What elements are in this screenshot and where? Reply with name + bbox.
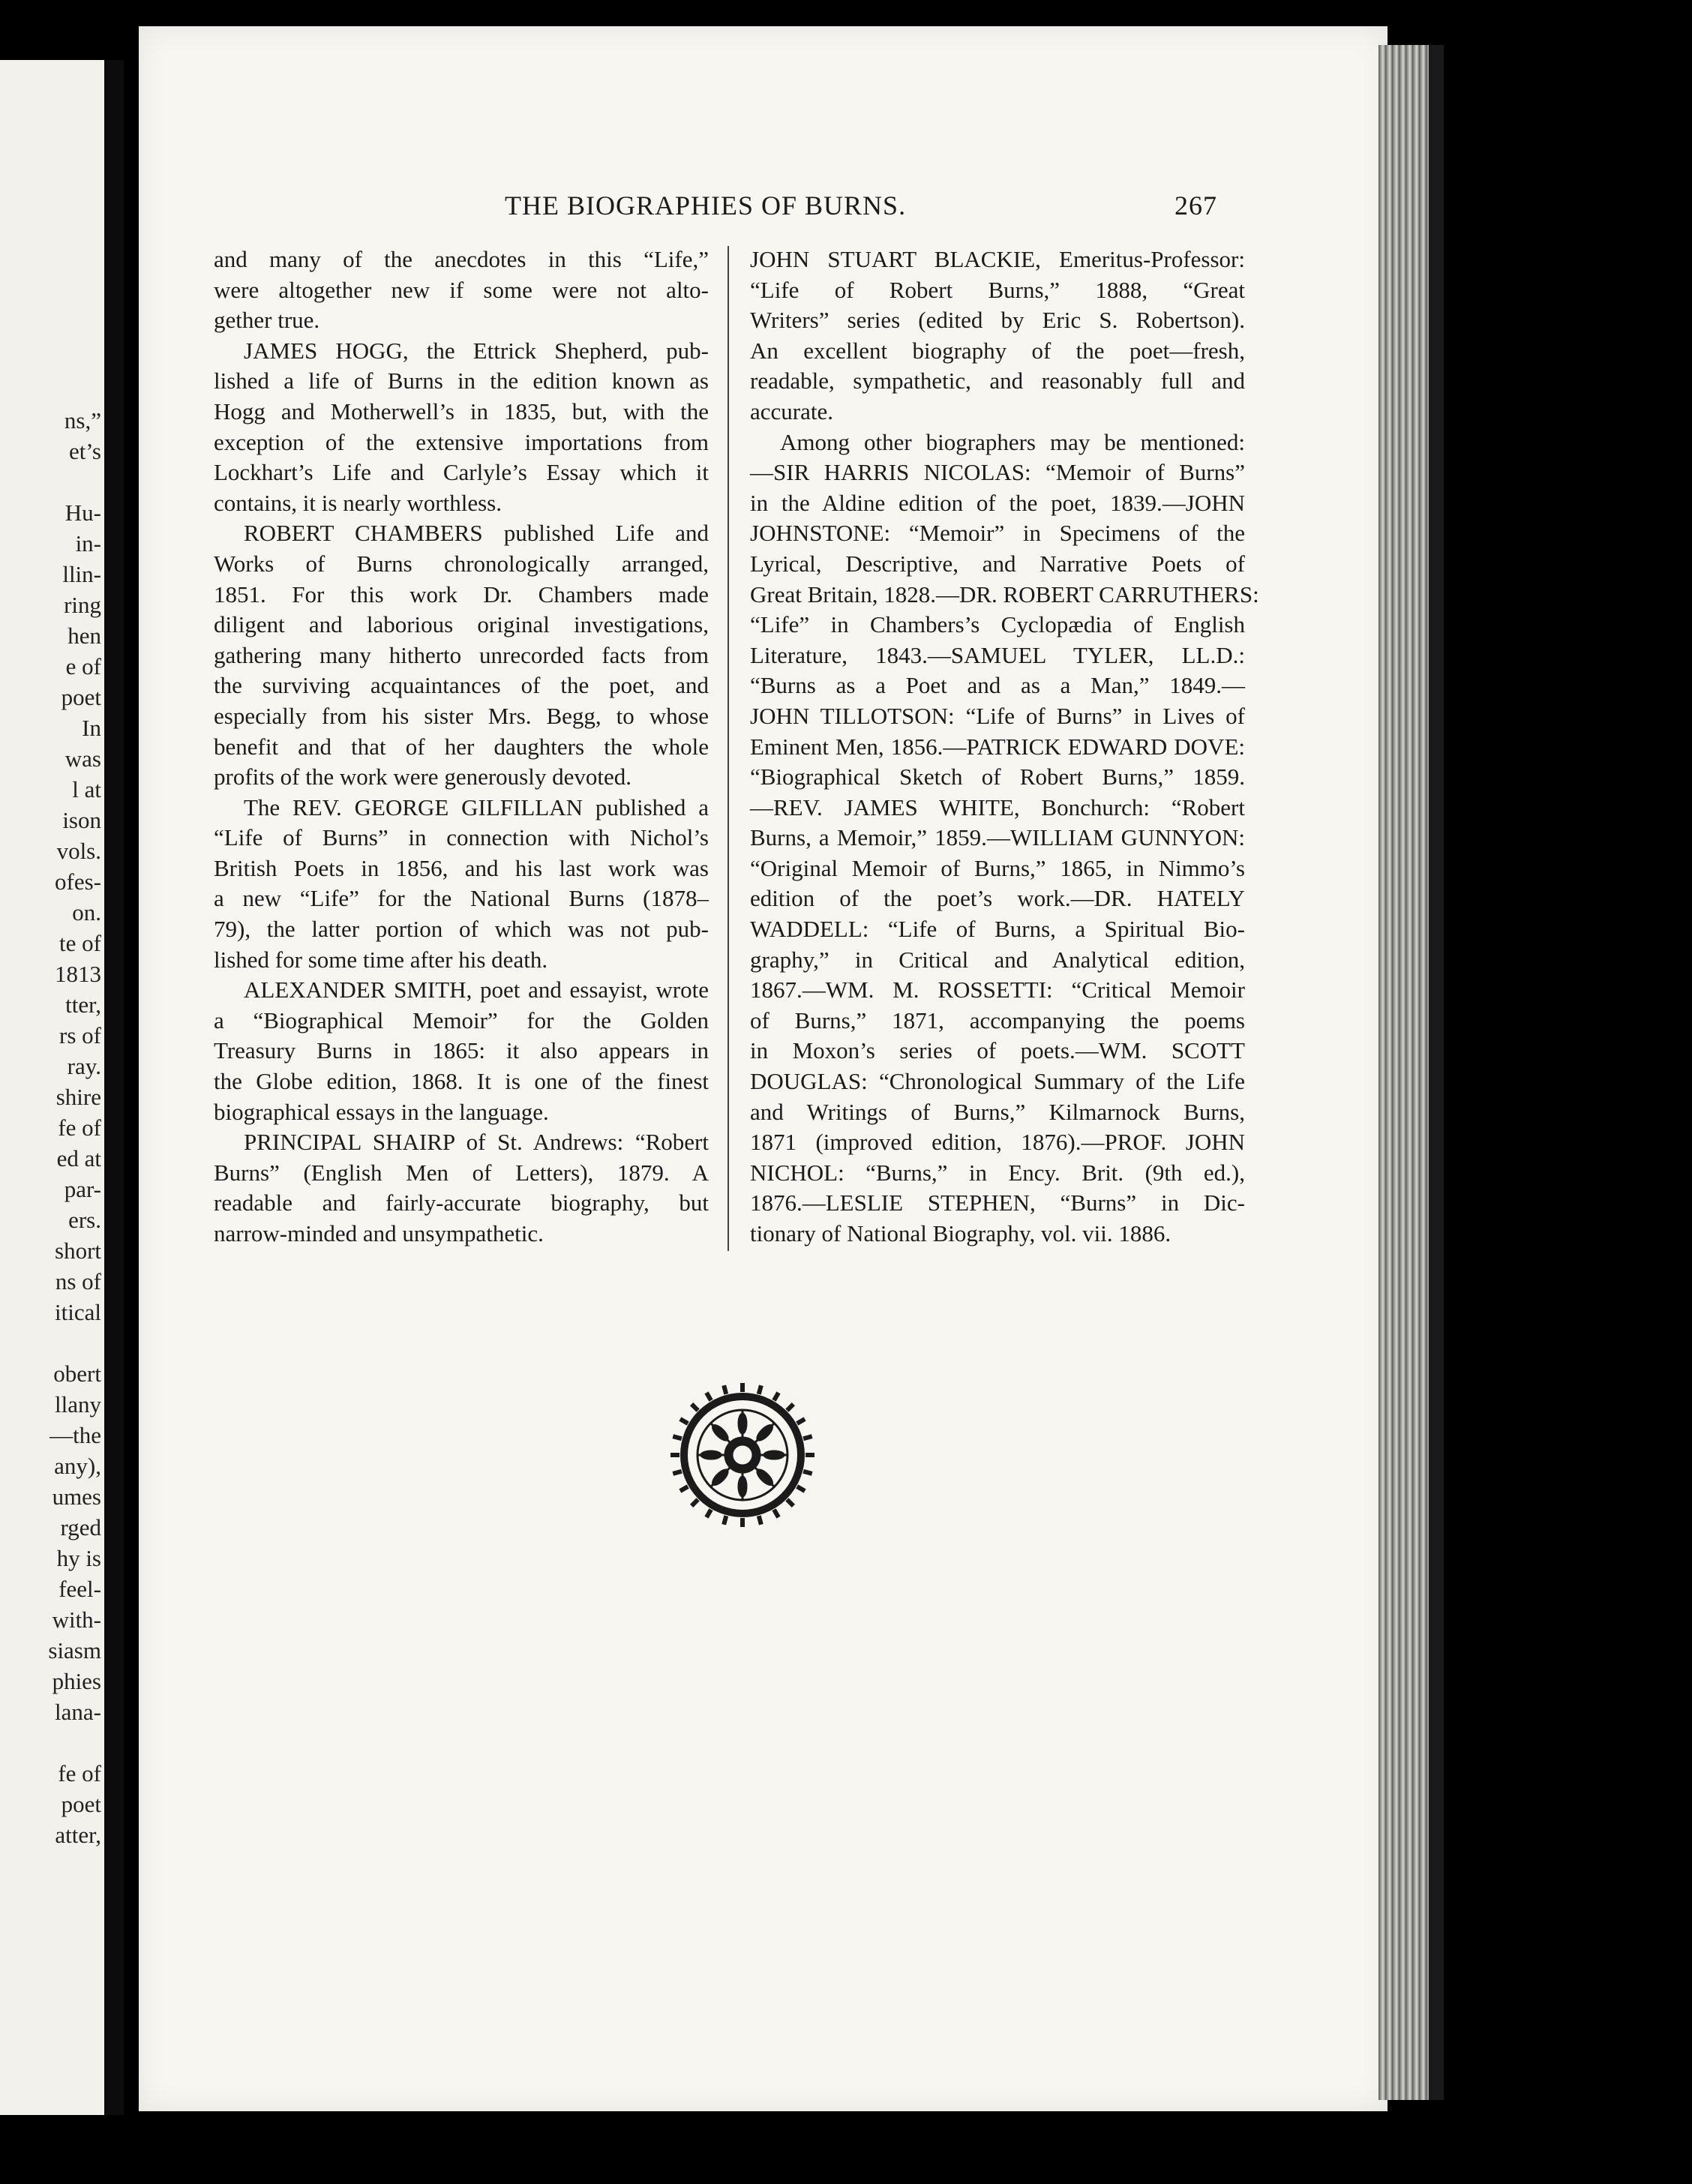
fragment-line: hy is: [56, 1545, 101, 1571]
fragment-line: [48, 466, 101, 497]
text-line: —SIR HARRIS NICOLAS: “Memoir of Burns”: [750, 459, 1245, 486]
ornament-part: [724, 1385, 726, 1394]
text-line: “Life of Burns” in connection with Nichol’s: [214, 824, 709, 851]
text-line: benefit and that of her daughters the whole: [214, 733, 709, 760]
text-line: profits of the work were generously devoted.: [214, 764, 632, 790]
fragment-line: ray.: [67, 1053, 101, 1079]
fragment-line: [48, 1328, 101, 1358]
ornament-part: [692, 1404, 698, 1410]
fragment-line: phies: [52, 1668, 101, 1694]
text-line: NICHOL: “Burns,” in Ency. Brit. (9th ed.),: [750, 1159, 1245, 1186]
book-gutter: [104, 60, 124, 2115]
running-title: THE BIOGRAPHIES OF BURNS.: [505, 190, 907, 220]
text-line: PRINCIPAL SHAIRP of St. Andrews: “Robert: [244, 1129, 709, 1156]
ornament-part: [711, 1424, 730, 1442]
text-line: “Life of Robert Burns,” 1888, “Great: [750, 276, 1245, 303]
page-edges: [1378, 45, 1431, 2100]
fragment-line: obert: [53, 1360, 101, 1387]
text-line: Writers” series (edited by Eric S. Robertson).: [750, 307, 1245, 334]
fragment-line: ed at: [56, 1145, 101, 1172]
text-line: readable, sympathetic, and reasonably full and: [750, 368, 1245, 394]
ornament-part: [732, 1444, 753, 1466]
text-line: Lockhart’s Life and Carlyle’s Essay which it: [214, 459, 709, 486]
text-line: and Writings of Burns,” Kilmarnock Burns,: [750, 1098, 1245, 1125]
fragment-line: hen: [68, 622, 101, 649]
ornament-part: [755, 1468, 774, 1486]
text-line: a “Biographical Memoir” for the Golden: [214, 1006, 709, 1034]
text-line: narrow-minded and unsympathetic.: [214, 1220, 544, 1246]
text-line: Treasury Burns in 1865: it also appears in: [214, 1037, 709, 1064]
ornament-part: [774, 1393, 778, 1400]
text-line: tionary of National Biography, vol. vii. 1886.: [750, 1220, 1172, 1246]
fragment-line: lana-: [55, 1699, 101, 1725]
fragment-line: te of: [59, 930, 101, 956]
ornament-part: [787, 1404, 793, 1410]
text-line: and many of the anecdotes in this “Life,”: [214, 246, 709, 272]
text-line: “Biographical Sketch of Robert Burns,” 1859.: [750, 764, 1245, 790]
text-line: in the Aldine edition of the poet, 1839.—JOHN: [750, 489, 1245, 516]
text-line: graphy,” in Critical and Analytical edition,: [750, 946, 1245, 973]
fragment-line: [48, 1727, 101, 1758]
text-line: 1867.—WM. M. ROSSETTI: “Critical Memoir: [750, 976, 1245, 1004]
text-line: An excellent biography of the poet—fresh,: [750, 337, 1245, 364]
fragment-line: vols.: [56, 838, 101, 864]
text-line: DOUGLAS: “Chronological Summary of the Life: [750, 1068, 1245, 1095]
fragment-line: ers.: [68, 1207, 101, 1233]
fragment-line: ns of: [55, 1268, 101, 1294]
ornament-part: [680, 1419, 688, 1424]
fragment-line: shire: [56, 1084, 101, 1110]
fragment-line: poet: [61, 1791, 101, 1817]
text-line: a new “Life” for the National Burns (1878–: [214, 885, 709, 912]
text-line: lished for some time after his death.: [214, 946, 548, 973]
fragment-line: umes: [52, 1484, 101, 1510]
text-line: The REV. GEORGE GILFILLAN published a: [244, 794, 709, 820]
text-line: JOHNSTONE: “Memoir” in Specimens of the: [750, 520, 1245, 547]
fragment-line: rs of: [59, 1022, 101, 1048]
text-line: the Globe edition, 1868. It is one of the finest: [214, 1068, 709, 1095]
text-line: exception of the extensive importations from: [214, 428, 709, 455]
text-line: Lyrical, Descriptive, and Narrative Poets of: [750, 550, 1245, 577]
fragment-line: llin-: [62, 561, 101, 587]
fragment-line: in-: [75, 530, 101, 556]
text-line: accurate.: [750, 398, 833, 424]
fragment-line: ns,”: [64, 407, 101, 434]
text-line: JAMES HOGG, the Ettrick Shepherd, pub-: [244, 337, 709, 364]
text-line: Hogg and Motherwell’s in 1835, but, with the: [214, 398, 709, 424]
text-line: “Original Memoir of Burns,” 1865, in Nimmo’s: [750, 854, 1245, 881]
text-line: in Moxon’s series of poets.—WM. SCOTT: [750, 1037, 1245, 1064]
fragment-line: fe of: [58, 1114, 101, 1141]
fragment-line: Hu-: [64, 500, 101, 526]
ornament-part: [680, 1486, 688, 1491]
ornament-part: [673, 1436, 682, 1438]
ornament-part: [706, 1510, 711, 1517]
ornament-part: [797, 1419, 805, 1424]
fragment-line: feel-: [58, 1576, 101, 1602]
text-line: ROBERT CHAMBERS published Life and: [244, 520, 709, 547]
text-line: WADDELL: “Life of Burns, a Spiritual Bio-: [750, 916, 1245, 943]
right-column: [750, 244, 1259, 1250]
text-line: 1871 (improved edition, 1876).—PROF. JOHN: [750, 1129, 1245, 1156]
ornament-part: [711, 1468, 730, 1486]
text-line: —REV. JAMES WHITE, Bonchurch: “Robert: [750, 794, 1245, 820]
ornament-part: [692, 1499, 698, 1505]
ornament-part: [803, 1472, 812, 1474]
text-line: contains, it is nearly worthless.: [214, 489, 502, 516]
fragment-line: on.: [72, 899, 101, 926]
text-line: of Burns,” 1871, accompanying the poems: [750, 1006, 1245, 1034]
text-line: readable and fairly-accurate biography, but: [214, 1190, 709, 1216]
fragment-line: itical: [55, 1299, 101, 1325]
facing-page-text: [48, 405, 101, 1850]
ornament-part: [803, 1436, 812, 1438]
running-header: [505, 190, 1217, 226]
ornament-part: [797, 1486, 805, 1491]
text-line: Eminent Men, 1856.—PATRICK EDWARD DOVE:: [750, 733, 1245, 760]
fragment-line: short: [55, 1238, 101, 1264]
text-line: Burns, a Memoir,” 1859.—WILLIAM GUNNYON:: [750, 824, 1245, 851]
text-line: edition of the poet’s work.—DR. HATELY: [750, 885, 1245, 912]
page-number: 267: [1174, 190, 1217, 220]
text-line: JOHN STUART BLACKIE, Emeritus-Professor:: [750, 246, 1245, 272]
fragment-line: ofes-: [55, 868, 101, 895]
text-line: diligent and laborious original investigations,: [214, 611, 709, 638]
fragment-line: poet: [61, 684, 101, 710]
text-line: especially from his sister Mrs. Begg, to whose: [214, 702, 709, 729]
fragment-line: rged: [60, 1514, 101, 1540]
fragment-line: was: [64, 746, 101, 772]
text-line: “Burns as a Poet and as a Man,” 1849.—: [750, 672, 1245, 699]
fragment-line: 1813: [55, 961, 101, 987]
text-line: gether true.: [214, 307, 320, 334]
fragment-line: par-: [64, 1176, 101, 1202]
ornament-part: [774, 1510, 778, 1517]
text-line: Among other biographers may be mentioned:: [780, 428, 1245, 455]
text-line: Literature, 1843.—SAMUEL TYLER, LL.D.:: [750, 641, 1245, 668]
fragment-line: with-: [52, 1606, 101, 1633]
ornament-part: [706, 1393, 711, 1400]
text-line: 79), the latter portion of which was not pub-: [214, 916, 709, 943]
left-column: [214, 244, 709, 1250]
ornament-part: [755, 1424, 774, 1442]
text-line: the surviving acquaintances of the poet, and: [214, 672, 709, 699]
text-line: JOHN TILLOTSON: “Life of Burns” in Lives of: [750, 702, 1245, 729]
ornament-part: [787, 1499, 793, 1505]
text-line: “Life” in Chambers’s Cyclopædia of English: [750, 611, 1245, 638]
facing-page: [0, 60, 124, 2115]
fragment-line: —the: [50, 1422, 101, 1448]
fragment-line: tter,: [65, 992, 101, 1018]
fragment-line: et’s: [68, 438, 101, 464]
page-edge-shadow: [1429, 45, 1444, 2100]
fragment-line: fe of: [58, 1760, 101, 1786]
text-line: gathering many hitherto unrecorded facts from: [214, 641, 709, 668]
text-line: lished a life of Burns in the edition known as: [214, 368, 709, 394]
text-line: 1851. For this work Dr. Chambers made: [214, 580, 709, 608]
ornament-part: [759, 1516, 761, 1525]
fragment-line: any),: [54, 1453, 101, 1479]
ornament-part: [724, 1516, 726, 1525]
text-line: were altogether new if some were not alto-: [214, 276, 709, 303]
fragment-line: atter,: [55, 1822, 101, 1848]
text-line: Great Britain, 1828.—DR. ROBERT CARRUTHERS:: [750, 580, 1259, 608]
fragment-line: ring: [64, 592, 101, 618]
fragment-line: l at: [72, 776, 101, 802]
text-line: Works of Burns chronologically arranged,: [214, 550, 709, 577]
fragment-line: siasm: [48, 1637, 101, 1664]
fragment-line: llany: [55, 1391, 101, 1418]
text-line: Burns” (English Men of Letters), 1879. A: [214, 1159, 709, 1186]
column-rule: [728, 246, 729, 1251]
text-line: biographical essays in the language.: [214, 1098, 549, 1125]
text-line: 1876.—LESLIE STEPHEN, “Burns” in Dic-: [750, 1190, 1245, 1216]
rosette-ornament-icon: [668, 1380, 818, 1530]
text-line: ALEXANDER SMITH, poet and essayist, wrote: [244, 976, 709, 1004]
text-line: British Poets in 1856, and his last work was: [214, 854, 709, 881]
fragment-line: In: [82, 715, 101, 741]
ornament-part: [673, 1472, 682, 1474]
fragment-line: ison: [62, 807, 101, 833]
ornament-part: [759, 1385, 761, 1394]
fragment-line: e of: [65, 653, 101, 680]
